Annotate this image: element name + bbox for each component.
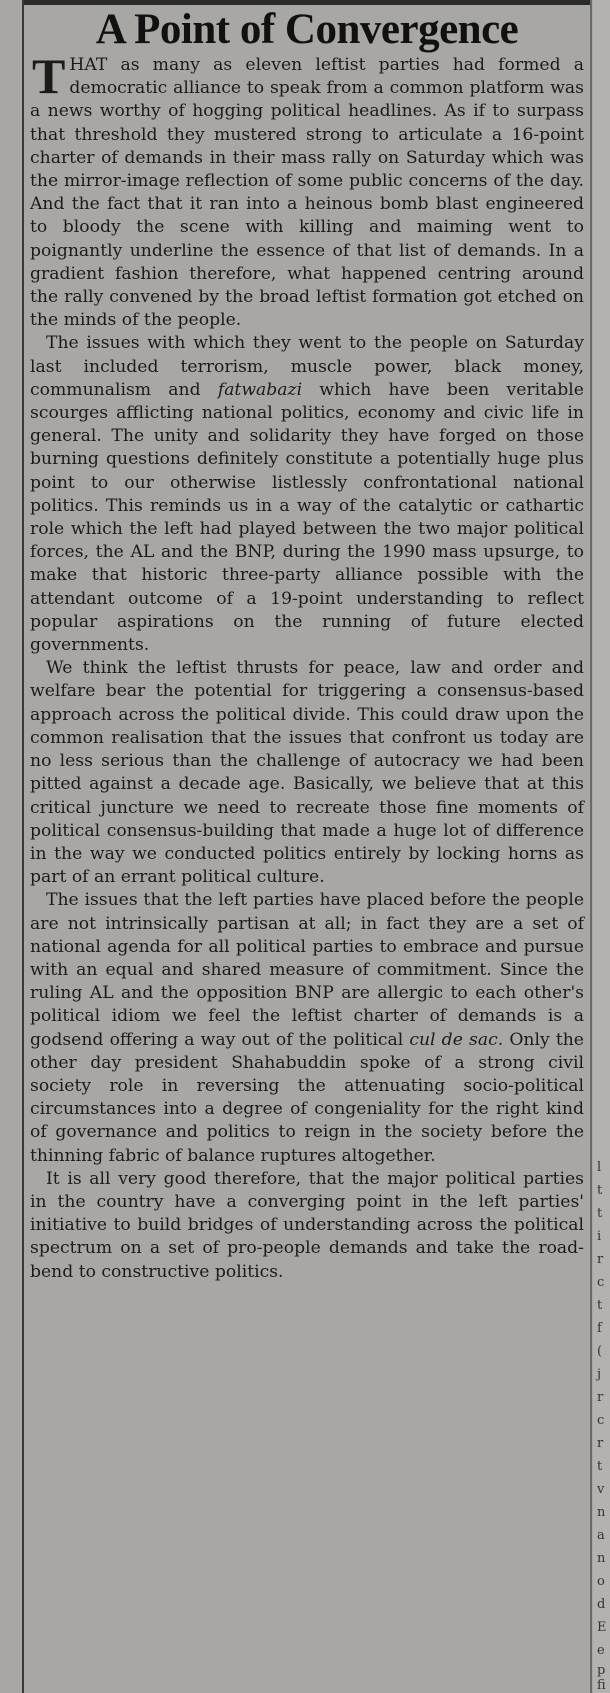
- margin-fragment: e: [597, 1643, 605, 1658]
- column-rule-left: [22, 0, 24, 1693]
- article-body: [30, 48, 584, 1284]
- margin-fragment: c: [597, 1275, 605, 1290]
- margin-fragment: l: [597, 1160, 602, 1175]
- adjacent-column-fragment: [593, 0, 610, 1693]
- paragraph-text: HAT as many as eleven leftist parties had formed a democratic alliance to speak from a common platform was a news worthy of hogging political headlines. As if to surpass that threshold they mustered strong to articulate a 16-point charter of demands in their mass rally on Saturday which was the mirror-image reflection of some public concerns of the day. And the fact that it ran into a heinous bomb blast engineered to bloody the scene with killing and maiming went to poignantly underline the essence of that list of demands. In a gradient fashion therefore, what happened centring around the rally convened by the broad leftist formation got etched on the minds of the people.: [30, 55, 584, 331]
- editorial-article: [30, 6, 584, 1284]
- margin-fragment: r: [597, 1390, 604, 1405]
- margin-fragment: d: [597, 1597, 606, 1612]
- margin-fragment: t: [597, 1206, 603, 1221]
- margin-fragment: f: [597, 1321, 602, 1336]
- article-paragraph-4: The issues that the left parties have placed before the people are not intrinsically partisan at all; in fact they are a set of national agenda for all political parties to embrace and pursue with an equal and shared measure of commitment. Since the ruling AL and the opposition BNP are allergic to each other's political idiom we feel the leftist charter of demands is a godsend offering a way out of the political cul de sac. Only the other day president Shahabuddin spoke of a strong civil society role in reversing the attenuating socio-political circumstances into a degree of congeniality for the right kind of governance and politics to reign in the society before the thinning fabric of balance ruptures altogether.: [30, 890, 584, 1166]
- margin-fragment: p: [597, 1663, 606, 1678]
- margin-fragment: t: [597, 1459, 603, 1474]
- drop-cap: T: [32, 48, 66, 104]
- margin-fragment: n: [597, 1551, 606, 1566]
- margin-fragment: j: [597, 1367, 602, 1382]
- article-paragraph-1: [30, 48, 584, 332]
- margin-fragment: r: [597, 1252, 604, 1267]
- article-headline: A Point of Convergence: [95, 6, 519, 53]
- top-rule: [22, 0, 590, 5]
- margin-fragment: v: [597, 1482, 605, 1497]
- article-paragraph-2: The issues with which they went to the people on Saturday last included terrorism, muscle power, black money, communalism and fatwabazi which have been veritable scourges afflicting national politics, economy and civic life in general. The unity and solidarity they have forged on those burning questions definitely constitute a potentially huge plus point to our otherwise listlessly confrontational national politics. This reminds us in a way of the catalytic or cathartic role which the left had played between the two major political forces, the AL and the BNP, during the 1990 mass upsurge, to make that historic three-party alliance possible with the attendant outcome of a 19-point understanding to reflect popular aspirations on the running of future elected governments.: [30, 333, 584, 656]
- margin-fragment: i: [597, 1229, 602, 1244]
- margin-fragment: fi: [597, 1678, 606, 1693]
- margin-fragment: n: [597, 1505, 606, 1520]
- column-rule-right: [590, 0, 592, 1693]
- margin-fragment: c: [597, 1413, 605, 1428]
- margin-fragment: t: [597, 1183, 603, 1198]
- article-paragraph-3: We think the leftist thrusts for peace, law and order and welfare bear the potential for triggering a consensus-based approach across the political divide. This could draw upon the common realisation that the issues that confront us today are no less serious than the challenge of autocracy we had been pitted against a decade age. Basically, we believe that at this critical juncture we need to recreate those fine moments of political consensus-building that made a huge lot of difference in the way we conducted politics entirely by locking horns as part of an errant political culture.: [30, 658, 584, 888]
- margin-fragment: E: [597, 1620, 607, 1635]
- margin-fragment: o: [597, 1574, 605, 1589]
- margin-fragment: r: [597, 1436, 604, 1451]
- margin-fragment: t: [597, 1298, 603, 1313]
- margin-fragment: a: [597, 1528, 605, 1543]
- article-paragraph-5: It is all very good therefore, that the major political parties in the country have a converging point in the left parties' initiative to build bridges of understanding across the political spectrum on a set of pro-people demands and take the road-bend to constructive politics.: [30, 1168, 584, 1282]
- margin-fragment: (: [597, 1344, 603, 1359]
